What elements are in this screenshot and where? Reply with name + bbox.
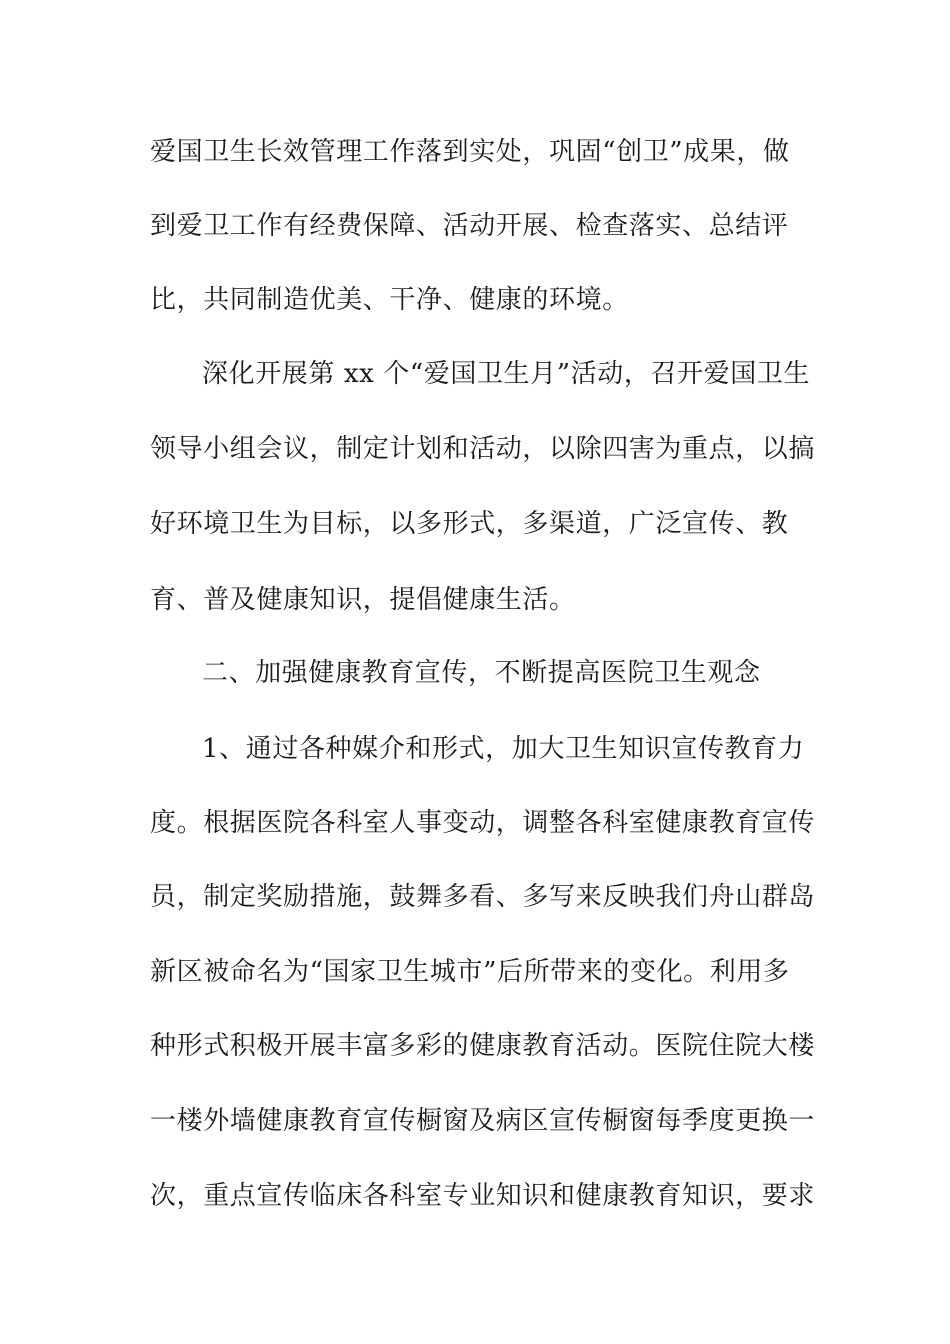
text-line: 爱国卫生长效管理工作落到实处，巩固“创卫”成果，做 [150, 137, 790, 167]
text-line: 好环境卫生为目标，以多形式，多渠道，广泛宣传、教 [150, 509, 789, 539]
paragraph-start-line: 深化开展第 xx 个“爱国卫生月”活动，召开爱国卫生 [202, 359, 811, 389]
paragraph-start-line: 1、通过各种媒介和形式，加大卫生知识宣传教育力 [202, 734, 805, 764]
text-line: 种形式积极开展丰富多彩的健康教育活动。医院住院大楼 [150, 1031, 816, 1061]
text-line: 领导小组会议，制定计划和活动，以除四害为重点，以搞 [150, 434, 816, 464]
text-line: 员，制定奖励措施，鼓舞多看、多写来反映我们舟山群岛 [150, 882, 816, 912]
text-line: 一楼外墙健康教育宣传橱窗及病区宣传橱窗每季度更换一 [150, 1106, 816, 1136]
section-heading: 二、加强健康教育宣传，不断提高医院卫生观念 [202, 658, 761, 688]
text-line: 次，重点宣传临床各科室专业知识和健康教育知识，要求 [150, 1181, 816, 1211]
text-line: 比，共同制造优美、干净、健康的环境。 [150, 285, 629, 315]
text-line: 度。根据医院各科室人事变动，调整各科室健康教育宣传 [150, 808, 816, 838]
text-line: 新区被命名为“国家卫生城市”后所带来的变化。利用多 [150, 957, 790, 987]
text-line: 育、普及健康知识，提倡健康生活。 [150, 585, 576, 615]
text-line: 到爱卫工作有经费保障、活动开展、检查落实、总结评 [150, 211, 789, 241]
